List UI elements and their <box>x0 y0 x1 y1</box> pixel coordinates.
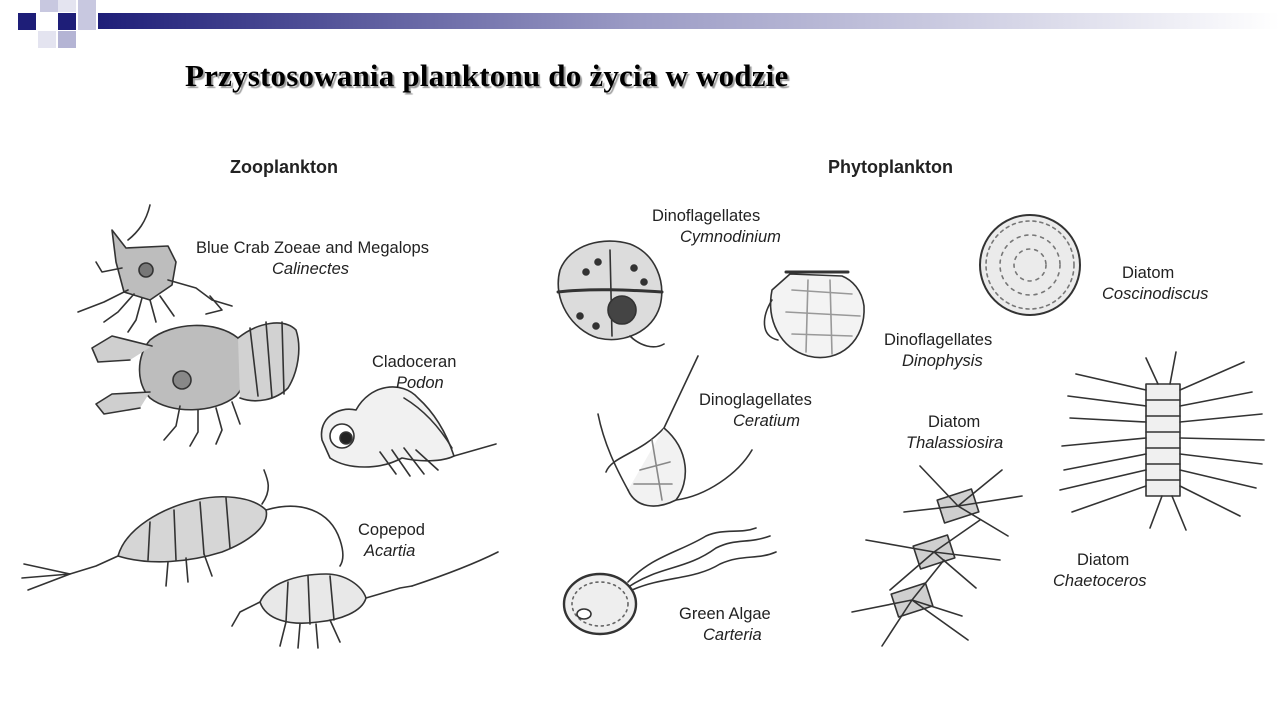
label-name: Cladoceran <box>372 353 457 371</box>
label-blue-crab <box>196 238 429 280</box>
dinophysis-drawing <box>764 272 864 358</box>
chaetoceros-drawing <box>1060 352 1264 530</box>
label-genus: Chaetoceros <box>1053 572 1147 590</box>
label-name: Green Algae <box>679 605 771 623</box>
label-name: Diatom <box>1122 264 1175 282</box>
label-name: Diatom <box>928 413 981 431</box>
label-name: Copepod <box>358 521 425 539</box>
zooplankton-heading: Zooplankton <box>230 157 338 177</box>
megalops-drawing <box>92 322 299 446</box>
phytoplankton-heading: Phytoplankton <box>828 157 953 177</box>
label-ceratium <box>699 390 812 432</box>
label-name: Dinoflagellates <box>652 207 761 225</box>
label-thalassiosira <box>906 412 1003 454</box>
label-genus: Cymnodinium <box>680 228 781 246</box>
label-name: Blue Crab Zoeae and Megalops <box>196 239 429 257</box>
label-carteria <box>679 604 771 646</box>
label-genus: Carteria <box>703 626 762 644</box>
slide-title: Przystosowania planktonu do życia w wodzie <box>185 58 789 93</box>
label-chaetoceros <box>1053 550 1147 592</box>
label-genus: Ceratium <box>733 412 800 430</box>
label-cladoceran <box>372 352 456 394</box>
cymnodinium-drawing <box>558 241 664 347</box>
label-genus: Thalassiosira <box>906 434 1004 452</box>
coscinodiscus-drawing <box>980 215 1080 315</box>
copepod-drawing-2 <box>232 552 498 648</box>
label-coscinodiscus <box>1102 263 1208 305</box>
label-cymnodinium <box>652 206 781 248</box>
label-genus: Coscinodiscus <box>1102 285 1209 303</box>
label-genus: Calinectes <box>272 260 350 278</box>
label-name: Dinoglagellates <box>699 391 812 409</box>
thalassiosira-drawing <box>852 466 1022 646</box>
label-genus: Acartia <box>364 542 416 560</box>
label-copepod <box>358 520 425 562</box>
cladoceran-drawing <box>321 387 496 476</box>
label-name: Diatom <box>1077 551 1130 569</box>
label-name: Dinoflagellates <box>884 331 993 349</box>
label-genus: Podon <box>396 374 444 392</box>
label-genus: Dinophysis <box>902 352 983 370</box>
label-dinophysis <box>884 330 992 372</box>
copepod-drawing-1 <box>22 470 343 590</box>
